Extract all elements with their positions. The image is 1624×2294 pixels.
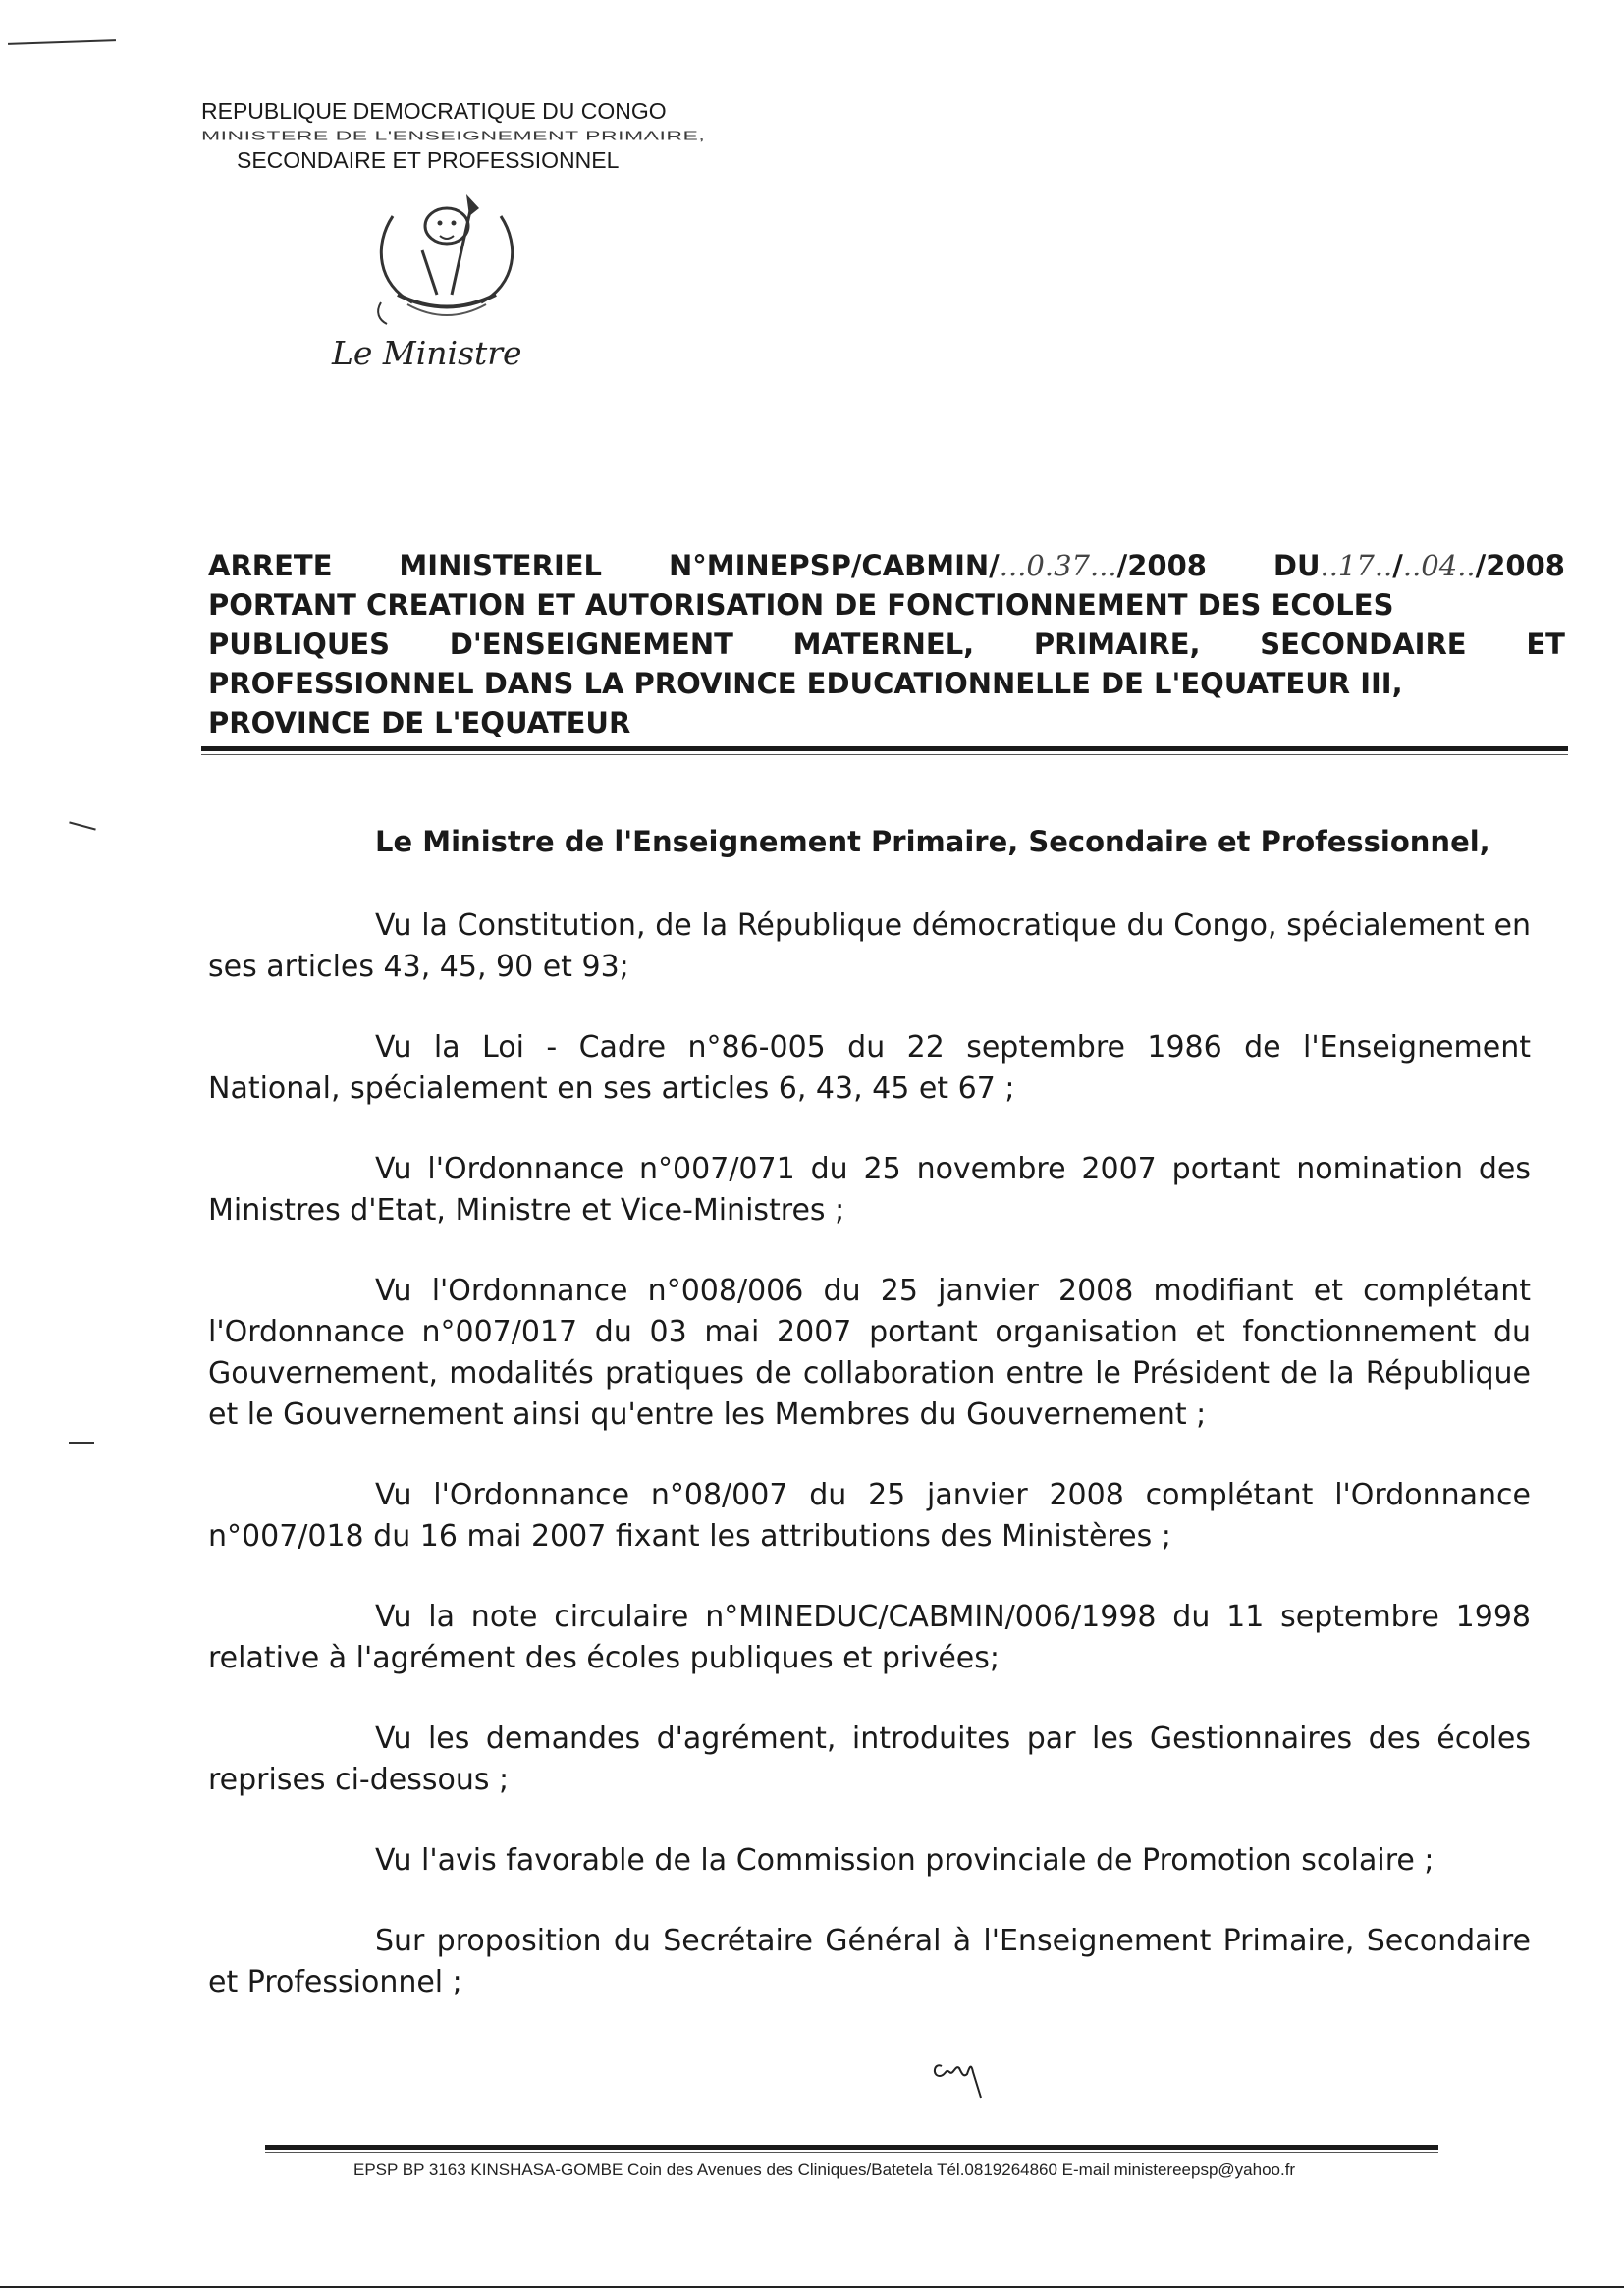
title-divider-thin xyxy=(201,754,1568,755)
title-row-4 xyxy=(208,664,1565,703)
title-row-1 xyxy=(208,546,1565,585)
title-decree-number: N°MINEPSP/CABMIN/...0.37.../2008 xyxy=(668,549,1207,582)
footer-address: EPSP BP 3163 KINSHASA-GOMBE Coin des Avenues des Cliniques/Batetela Tél.0819264860 E-mail ministereepsp@yahoo.fr xyxy=(353,2160,1296,2179)
title-row-3 xyxy=(208,625,1565,664)
title-word: PRIMAIRE, xyxy=(1033,628,1201,661)
title-divider xyxy=(201,746,1568,751)
title-decree-date: DU..17../..04../2008 xyxy=(1272,549,1565,582)
minister-signature-label: Le Ministre xyxy=(332,334,522,372)
preamble-paragraph: Vu l'Ordonnance n°08/007 du 25 janvier 2008 complétant l'Ordonnance n°007/018 du 16 mai 2007 fixant les attributions des Ministères ; xyxy=(208,1478,1531,1554)
handwritten-month: ..04.. xyxy=(1402,549,1476,582)
preamble-paragraph: Sur proposition du Secrétaire Général à l'Enseignement Primaire, Secondaire et Professionnel ; xyxy=(208,1924,1531,1999)
preamble-paragraph: Vu l'avis favorable de la Commission provinciale de Promotion scolaire ; xyxy=(375,1843,1435,1878)
title-row-5 xyxy=(208,703,1565,742)
header-ministry: MINISTERE DE L'ENSEIGNEMENT PRIMAIRE, xyxy=(201,128,706,143)
title-word: PUBLIQUES xyxy=(208,628,391,661)
title-row-2 xyxy=(208,585,1565,625)
page-bottom-edge xyxy=(0,2286,1624,2288)
footer-divider xyxy=(265,2145,1438,2150)
title-line: PORTANT CREATION ET AUTORISATION DE FONCTIONNEMENT DES ECOLES xyxy=(208,588,1394,622)
preamble-paragraph: Vu les demandes d'agrément, introduites par les Gestionnaires des écoles reprises ci-dessous ; xyxy=(208,1721,1531,1797)
title-word: ARRETE xyxy=(208,549,333,582)
footer-divider-thin xyxy=(265,2152,1438,2153)
preamble-body xyxy=(208,905,1531,2043)
scan-speck xyxy=(69,1442,94,1444)
scan-speck xyxy=(69,821,96,830)
title-line: PROFESSIONNEL DANS LA PROVINCE EDUCATIONNELLE DE L'EQUATEUR III, xyxy=(208,667,1403,700)
preamble-paragraph: Vu la Constitution, de la République démocratique du Congo, spécialement en ses articles 43, 45, 90 et 93; xyxy=(208,908,1531,984)
document-header xyxy=(201,96,751,175)
preamble-heading: Le Ministre de l'Enseignement Primaire, Secondaire et Professionnel, xyxy=(375,825,1490,858)
preamble-paragraph: Vu l'Ordonnance n°008/006 du 25 janvier 2008 modifiant et complétant l'Ordonnance n°007/017 du 03 mai 2007 portant organisation et fonctionnement du Gouvernement, modalités pratiques de collaboration entre le Président de la République et le Gouvernement ainsi qu'entre les Membres du Gouvernement ; xyxy=(208,1274,1531,1432)
decree-title xyxy=(208,546,1565,742)
preamble-paragraph: Vu la Loi - Cadre n°86-005 du 22 septembre 1986 de l'Enseignement National, spécialement en ses articles 6, 43, 45 et 67 ; xyxy=(208,1030,1531,1106)
handwritten-number: ...0.37... xyxy=(999,549,1117,582)
handwritten-day: ..17.. xyxy=(1320,549,1393,582)
preamble-paragraph: Vu l'Ordonnance n°007/071 du 25 novembre 2007 portant nomination des Ministres d'Etat, Ministre et Vice-Ministres ; xyxy=(208,1152,1531,1228)
scan-speck xyxy=(8,39,116,45)
preamble-paragraph: Vu la note circulaire n°MINEDUC/CABMIN/006/1998 du 11 septembre 1998 relative à l'agrément des écoles publiques et privées; xyxy=(208,1600,1531,1675)
title-word: MATERNEL, xyxy=(792,628,975,661)
title-word: MINISTERIEL xyxy=(399,549,603,582)
title-word: ET xyxy=(1526,628,1565,661)
leopard-coat-of-arms-icon xyxy=(353,187,540,334)
header-ministry-cont: SECONDAIRE ET PROFESSIONNEL xyxy=(237,147,620,173)
header-republic: REPUBLIQUE DEMOCRATIQUE DU CONGO xyxy=(201,98,667,124)
title-line: PROVINCE DE L'EQUATEUR xyxy=(208,706,631,739)
handwritten-initials-icon xyxy=(928,2043,997,2102)
title-word: SECONDAIRE xyxy=(1260,628,1467,661)
title-word: D'ENSEIGNEMENT xyxy=(449,628,733,661)
